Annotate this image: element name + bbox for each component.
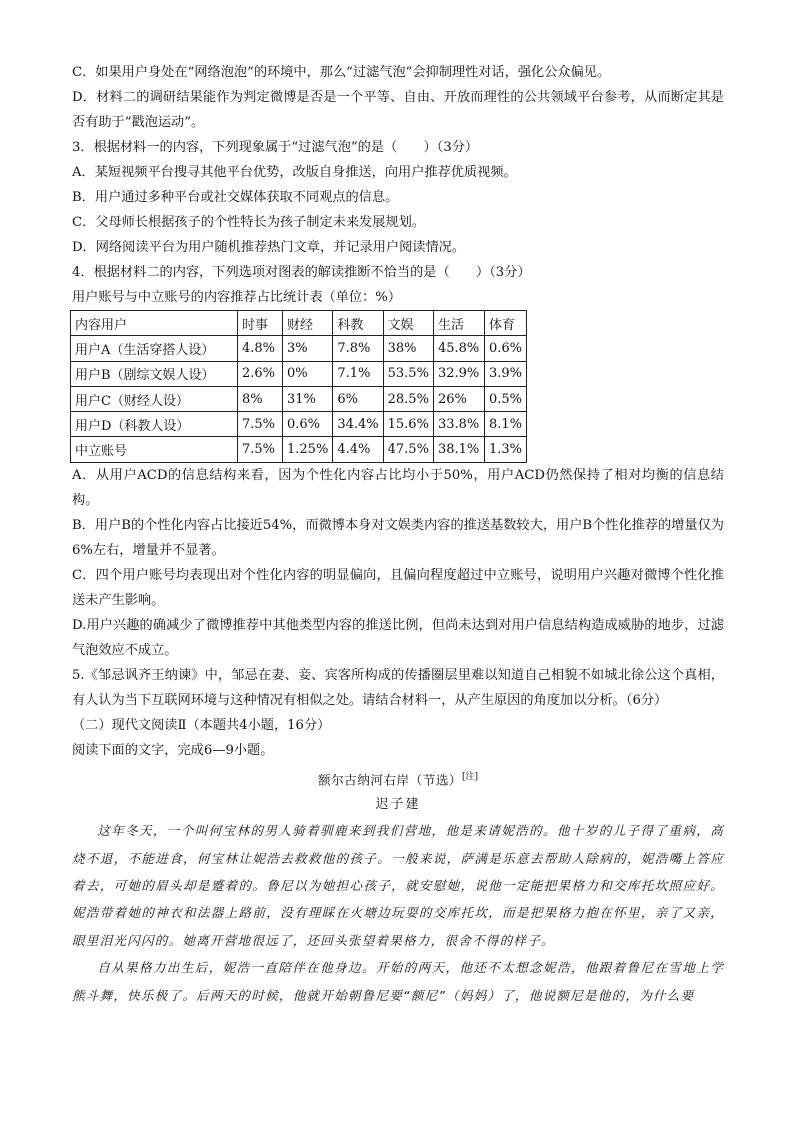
table-row bbox=[71, 386, 527, 411]
table-cell: 34.4% bbox=[333, 412, 383, 437]
table-cell: 用户C（财经人设） bbox=[71, 386, 238, 411]
passage-author: 迟子建 bbox=[375, 797, 421, 813]
question-4: 4．根据材料二的内容，下列选项对图表的解读推断不恰当的是（ ）（3分） bbox=[72, 265, 531, 280]
passage-title: 额尔古纳河右岸（节选） bbox=[317, 772, 462, 788]
passage-paragraph: 自从果格力出生后，妮浩一直陪伴在他身边。开始的两天，他还不太想念妮浩，他跟着鲁尼在雪地上学熊斗舞，快乐极了。后两天的时候，他就开始朝鲁尼要“额尼”（妈妈）了，他说额尼是他的，为什么要 bbox=[72, 960, 724, 1003]
table-cell: 7.5% bbox=[238, 412, 283, 437]
table-cell: 38.1% bbox=[433, 437, 484, 462]
table-cell: 1.25% bbox=[283, 437, 333, 462]
option-b-q4: B．用户B的个性化内容占比接近54%，而微博本身对文娱类内容的推送基数较大，用户B个性化推荐的增量仅为6%左右，增量并不显著。 bbox=[72, 517, 724, 558]
table-header-cell: 科教 bbox=[333, 311, 383, 336]
table-cell: 28.5% bbox=[383, 386, 433, 411]
table-cell: 38% bbox=[383, 336, 433, 361]
table-header-cell: 生活 bbox=[433, 311, 484, 336]
table-row bbox=[71, 336, 527, 361]
table-cell: 47.5% bbox=[383, 437, 433, 462]
option-a-q3: A．某短视频平台搜寻其他平台优势，改版自身推送，向用户推荐优质视频。 bbox=[72, 165, 517, 180]
table-row bbox=[71, 361, 527, 386]
table-cell: 用户B（剧综文娱人设） bbox=[71, 361, 238, 386]
table-cell: 15.6% bbox=[383, 412, 433, 437]
footnote-marker: [注] bbox=[462, 771, 479, 782]
table-cell: 7.1% bbox=[333, 361, 383, 386]
table-cell: 33.8% bbox=[433, 412, 484, 437]
option-b-q3: B．用户通过多种平台或社交媒体获取不同观点的信息。 bbox=[72, 190, 399, 205]
option-d-q4: D.用户兴趣的确减少了微博推荐中其他类型内容的推送比例，但尚未达到对用户信息结构造成威胁的地步，过滤气泡效应不成立。 bbox=[72, 617, 724, 658]
table-header-row bbox=[71, 311, 527, 336]
table-cell: 0% bbox=[283, 361, 333, 386]
table-row bbox=[71, 412, 527, 437]
table-cell: 1.3% bbox=[484, 437, 526, 462]
option-c-q2: C．如果用户身处在“网络泡泡”的环境中，那么“过滤气泡”会抑制理性对话，强化公众偏见。 bbox=[72, 65, 611, 80]
table-cell: 4.8% bbox=[238, 336, 283, 361]
section-heading: （二）现代文阅读Ⅱ（本题共4小题，16分） bbox=[72, 717, 331, 733]
table-cell: 4.4% bbox=[333, 437, 383, 462]
table-cell: 26% bbox=[433, 386, 484, 411]
table-cell: 8% bbox=[238, 386, 283, 411]
table-cell: 31% bbox=[283, 386, 333, 411]
passage-title-line bbox=[72, 765, 724, 793]
table-cell: 用户D（科教人设） bbox=[71, 412, 238, 437]
table-cell: 6% bbox=[333, 386, 383, 411]
table-cell: 7.5% bbox=[238, 437, 283, 462]
question-3: 3．根据材料一的内容，下列现象属于“过滤气泡”的是（ ）（3分） bbox=[72, 140, 479, 155]
table-cell: 53.5% bbox=[383, 361, 433, 386]
table-header-cell: 文娱 bbox=[383, 311, 433, 336]
stats-table bbox=[70, 310, 527, 463]
table-header-cell: 时事 bbox=[238, 311, 283, 336]
table-cell: 用户A（生活穿搭人设） bbox=[71, 336, 238, 361]
table-caption: 用户账号与中立账号的内容推荐占比统计表（单位：%） bbox=[72, 290, 402, 305]
option-c-q3: C．父母师长根据孩子的个性特长为孩子制定未来发展规划。 bbox=[72, 215, 425, 230]
table-cell: 3% bbox=[283, 336, 333, 361]
option-c-q4: C．四个用户账号均表现出对个性化内容的明显偏向，且偏向程度超过中立账号，说明用户兴趣对微博个性化推送未产生影响。 bbox=[72, 567, 724, 608]
section-instruction: 阅读下面的文字，完成6—9小题。 bbox=[72, 742, 274, 758]
table-header-cell: 体育 bbox=[484, 311, 526, 336]
table-cell: 0.6% bbox=[484, 336, 526, 361]
passage-paragraph: 这年冬天，一个叫何宝林的男人骑着驯鹿来到我们营地，他是来请妮浩的。他十岁的儿子得了重病，高烧不退，不能进食，何宝林让妮浩去救救他的孩子。一般来说，萨满是乐意去帮助人除病的，妮浩嘴上答应着去，可她的眉头却是蹙着的。鲁尼以为她担心孩子，就安慰她，说他一定能把果格力和交库托坎照应好。妮浩带着她的神衣和法器上路前，没有理睬在火塘边玩耍的交库托坎，而是把果格力抱在怀里，亲了又亲，眼里泪光闪闪的。她离开营地很远了，还回头张望着果格力，很舍不得的样子。 bbox=[72, 823, 724, 948]
table-cell: 0.6% bbox=[283, 412, 333, 437]
table-header-cell: 财经 bbox=[283, 311, 333, 336]
table-row bbox=[71, 437, 527, 462]
table-cell: 32.9% bbox=[433, 361, 484, 386]
document-page bbox=[72, 60, 724, 1009]
table-cell: 2.6% bbox=[238, 361, 283, 386]
table-cell: 3.9% bbox=[484, 361, 526, 386]
option-a-q4: A．从用户ACD的信息结构来看，因为个性化内容占比均小于50%，用户ACD仍然保持了相对均衡的信息结构。 bbox=[72, 467, 724, 508]
question-5: 5.《邹忌讽齐王纳谏》中，邹忌在妻、妾、宾客所构成的传播圈层里难以知道自己相貌不如城北徐公这个真相，有人认为当下互联网环境与这种情况有相似之处。请结合材料一，从产生原因的角度加以分析。（6分） bbox=[72, 667, 724, 708]
table-cell: 0.5% bbox=[484, 386, 526, 411]
option-d-q2: D．材料二的调研结果能作为判定微博是否是一个平等、自由、开放而理性的公共领域平台参考，从而断定其是否有助于“戳泡运动”。 bbox=[72, 90, 724, 130]
table-cell: 45.8% bbox=[433, 336, 484, 361]
option-d-q3: D．网络阅读平台为用户随机推荐热门文章，并记录用户阅读情况。 bbox=[72, 240, 466, 255]
table-cell: 中立账号 bbox=[71, 437, 238, 462]
table-cell: 7.8% bbox=[333, 336, 383, 361]
table-cell: 8.1% bbox=[484, 412, 526, 437]
table-header-cell: 内容用户 bbox=[71, 311, 238, 336]
